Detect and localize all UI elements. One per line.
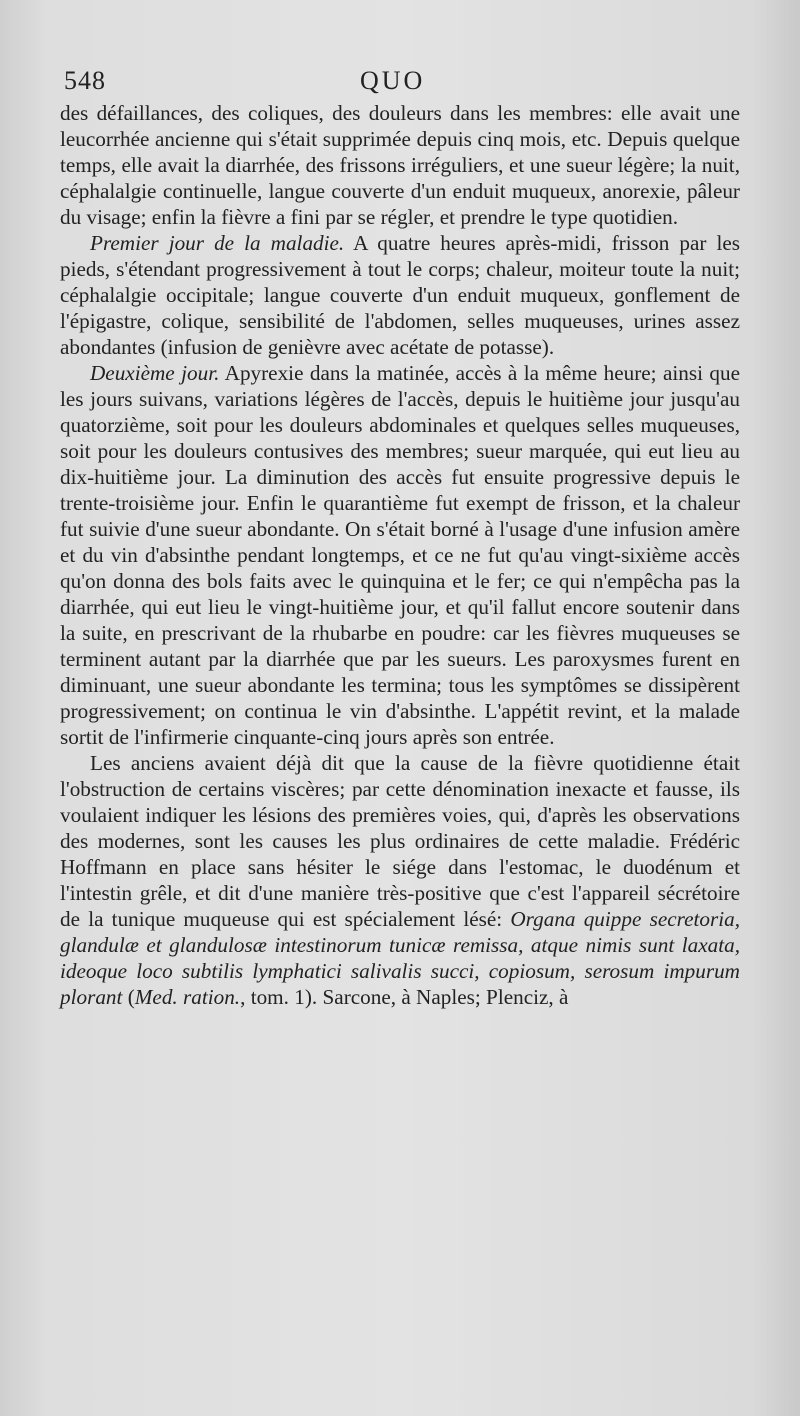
text-run: A quatre heures après-midi, frisson par les pieds, s'étendant progressivement à tout le corps; chaleur, moiteur toute la nuit; céphalalgie occipitale; langue couverte d'un enduit muqueux, gonflement de l'épigastre, colique, sensibilité de l'abdomen, selles muqueuses, urines assez abondantes (infusion de genièvre avec acétate de potasse).	[60, 231, 740, 359]
citation-title: Med. ration.	[134, 985, 241, 1009]
paragraph-case-history	[60, 100, 740, 230]
paragraph-first-day	[60, 230, 740, 360]
paragraph-ancients	[60, 750, 740, 1010]
body-text	[60, 100, 740, 1010]
text-run-italic: Premier jour de la maladie.	[90, 231, 345, 255]
text-run: Les anciens avaient déjà dit que la cause de la fièvre quotidienne était l'obstruction de certains viscères; par cette dénomination inexacte et fausse, ils voulaient indiquer les lésions des premières voies, qui, d'après les observations des modernes, sont les causes les plus ordinaires de cette maladie. Frédéric Hoffmann en place sans hésiter le siége dans l'estomac, le duodénum et l'intestin grêle, et dit d'une manière très-positive que c'est l'appareil sécrétoire de la tunique muqueuse qui est spécialement lésé:	[60, 751, 740, 931]
page-content	[60, 64, 740, 1010]
latin-quotation: Organa quippe secretoria, glandulæ et glandulosæ intestinorum tunicæ remissa, atque nimis sunt laxata, ideoque loco subtilis lymphatici salivalis succi, copiosum, serosum impurum plorant	[60, 907, 740, 1009]
running-title: QUO	[360, 66, 426, 95]
page-number: 548	[64, 66, 106, 95]
running-header	[60, 64, 740, 100]
text-run: (	[122, 985, 135, 1009]
text-run: des défaillances, des coliques, des douleurs dans les membres: elle avait une leucorrhée ancienne qui s'était supprimée depuis cinq mois, etc. Depuis quelque temps, elle avait la diarrhée, des frissons irréguliers, et une sueur légère; la nuit, céphalalgie continuelle, langue couverte d'un enduit muqueux, anorexie, pâleur du visage; enfin la fièvre a fini par se régler, et prendre le type quotidien.	[60, 101, 740, 229]
text-run: Apyrexie dans la matinée, accès à la même heure; ainsi que les jours suivans, variations légères de l'accès, depuis le huitième jour jusqu'au quatorzième, soit pour les douleurs abdominales et quelques selles muqueuses, soit pour les douleurs contusives des membres; sueur marquée, qui eut lieu au dix-huitième jour. La diminution des accès fut ensuite progressive depuis le trente-troisième jour. Enfin le quarantième fut exempt de frisson, et la chaleur fut suivie d'une sueur abondante. On s'était borné à l'usage d'une infusion amère et du vin d'absinthe pendant longtemps, et ce ne fut qu'au vingt-sixième accès qu'on donna des bols faits avec le quinquina et le fer; ce qui n'empêcha pas la diarrhée, qui eut lieu le vingt-huitième jour, et qu'il fallut encore soutenir dans la suite, en prescrivant de la rhubarbe en poudre: car les fièvres muqueuses se terminent autant par la diarrhée que par les sueurs. Les paroxysmes furent en diminuant, une sueur abondante les termina; tous les symptômes se dissipèrent progressivement; on continua le vin d'absinthe. L'appétit revint, et la malade sortit de l'infirmerie cinquante-cinq jours après son entrée.	[60, 361, 740, 749]
text-run: , tom. 1). Sarcone, à Naples; Plenciz, à	[240, 985, 569, 1009]
text-run-italic: Deuxième jour.	[90, 361, 220, 385]
paragraph-second-day	[60, 360, 740, 750]
